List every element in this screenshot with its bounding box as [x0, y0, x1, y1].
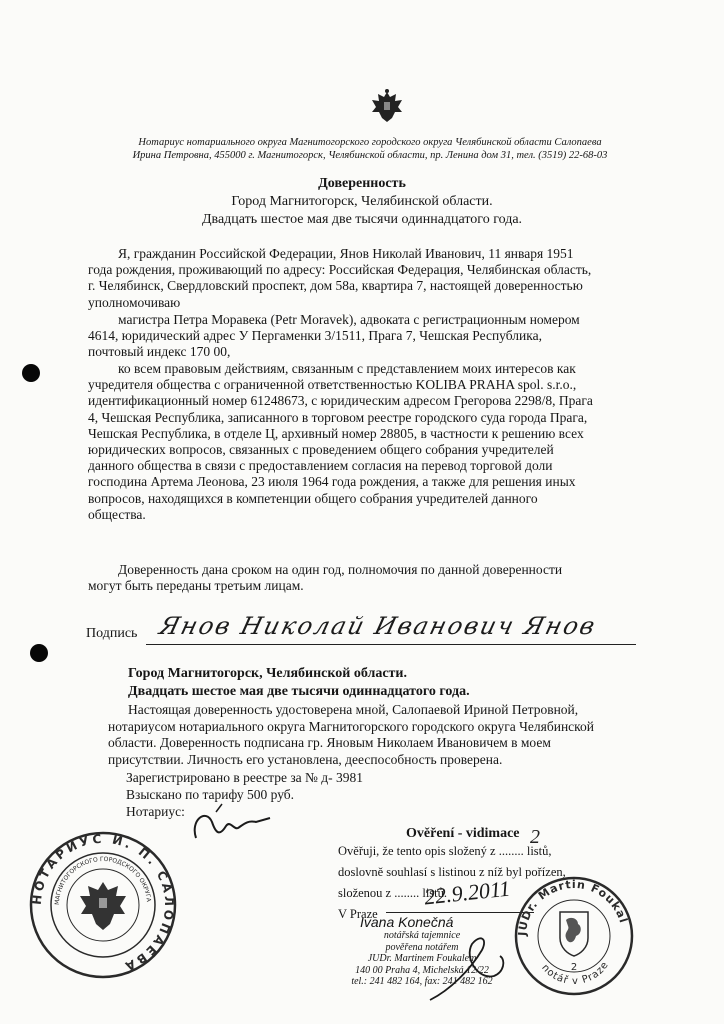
scope-line: идентификационный номер 61248673, с юридическим адресом Грегорова 2298/8, Прага: [88, 393, 593, 409]
scope-line: 4, Чешская Республика, записанного в торговом реестре городского суда города Прага,: [88, 409, 588, 425]
clerk-signature: [420, 930, 510, 1010]
stamp-cz-top-text: JUDr. Martin Foukal: [515, 877, 631, 937]
coat-of-arms-icon: [370, 88, 404, 126]
notary-label: Нотариус:: [126, 804, 185, 819]
fee: Взыскано по тарифу 500 руб.: [126, 787, 295, 802]
scope-line: учредителя общества с ограниченной ответственностью KOLIBA PRAHA spol. s.r.o.,: [88, 377, 577, 393]
notary-header-line1: Нотариус нотариального округа Магнитогорского городского округа Челябинской области Салопаева: [138, 137, 602, 148]
cert-date: Двадцать шестое мая две тысячи одиннадцатого года.: [128, 684, 470, 699]
intro-line: года рождения, проживающий по адресу: Российская Федерация, Челябинская область,: [88, 262, 592, 278]
punch-hole-top: [22, 364, 40, 382]
agent-paragraph: [88, 312, 644, 361]
czech-lion-icon: [560, 912, 588, 956]
signature-handwriting: Янов Николай Иванович Янов: [156, 612, 600, 640]
cert-line: нотариусом нотариального округа Магнитогорского городского округа Челябинской: [108, 718, 595, 734]
cert-city: Город Магнитогорск, Челябинской области.: [128, 666, 407, 681]
intro-paragraph: [88, 246, 644, 311]
verification-line: Ověřuji, že tento opis složený z ........ listů,: [338, 844, 552, 858]
eagle-icon: [80, 882, 126, 930]
term-line: могут быть переданы третьим лицам.: [88, 578, 304, 594]
notary-signature: [186, 800, 276, 850]
stamp-ru-inner-text: МАГНИТОГОРСКОГО ГОРОДСКОГО ОКРУГА: [53, 855, 152, 906]
stamp-cz-number: 2: [570, 962, 578, 973]
scope-line: господина Артема Леонова, 23 июля 1964 года рождения, а также для решения иных: [88, 474, 576, 490]
agent-line: 4614, юридический адрес У Пергаменки 3/1511, Прага 7, Чешская Республика,: [88, 328, 542, 344]
scope-line: Чешская Республика, в отделе Ц, архивный номер 28805, в частности к решению всех: [88, 425, 584, 441]
notary-header: [90, 136, 650, 162]
scope-line: общества.: [88, 506, 146, 522]
cert-paragraph: [108, 702, 640, 768]
signature-line: [146, 644, 636, 645]
stamp-ru-ring-text: НОТАРИУС И. П. САЛОПАЕВА: [29, 831, 177, 975]
cert-line: присутствии. Личность его установлена, дееспособность проверена.: [108, 751, 503, 767]
document-city: Город Магнитогорск, Челябинской области.: [231, 194, 493, 209]
handwritten-date: 22.9.2011: [422, 875, 512, 910]
scope-line: ко всем правовым действиям, связанным с представлением моих интересов как: [118, 361, 576, 376]
clerk-detail-line: pověřena notářem: [385, 941, 459, 953]
intro-line: уполномочиваю: [88, 294, 181, 310]
scope-paragraph: [88, 361, 644, 523]
scope-line: вопросов, находящихся в компетенции общего собрания учредителей данного: [88, 490, 538, 506]
intro-line: Я, гражданин Российской Федерации, Янов Николай Иванович, 11 января 1951: [118, 246, 574, 261]
term-line: Доверенность дана сроком на один год, полномочия по данной доверенности: [118, 562, 563, 577]
clerk-detail-line: notářská tajemnice: [383, 930, 461, 941]
term-paragraph: [88, 562, 644, 594]
verification-line: složenou z ........ listů.: [338, 886, 448, 900]
notary-stamp-ru: [28, 830, 178, 980]
punch-hole-bottom: [30, 644, 48, 662]
notary-header-line2: Ирина Петровна, 455000 г. Магнитогорск, Челябинской области, пр. Ленина дом 31, тел. (3519) 22-68-03: [132, 150, 608, 161]
agent-line: магистра Петра Моравека (Petr Moravek), адвоката с регистрационным номером: [118, 312, 580, 327]
document-date: Двадцать шестое мая две тысячи одиннадцатого года.: [201, 212, 523, 227]
verification-line: doslovně souhlasí s listinou z níž byl pořízen,: [338, 865, 566, 879]
clerk-detail-line: tel.: 241 482 164, fax: 241 482 162: [351, 976, 493, 987]
emblem: [370, 88, 404, 126]
cert-line: Настоящая доверенность удостоверена мной, Салопаевой Ириной Петровной,: [128, 702, 579, 717]
scope-line: юридических вопросов, связанных с проведением общего собрания учредителей: [88, 442, 554, 458]
cert-line: области. Доверенность подписана гр. Яновым Николаем Ивановичем в моем: [108, 735, 551, 750]
signature-label: Подпись: [86, 626, 138, 641]
notary-stamp-cz: [512, 874, 636, 998]
clerk-detail-line: 140 00 Praha 4, Michelská 12/22: [355, 964, 489, 976]
clerk-detail-line: JUDr. Martinem Foukalem: [367, 953, 477, 964]
scope-line: данного общества в связи с предоставлением согласия на перевод торговой доли: [88, 458, 553, 474]
intro-line: г. Челябинск, Свердловский проспект, дом 58а, квартира 7, настоящей доверенностью: [88, 278, 583, 294]
document-type: Доверенность: [318, 176, 406, 191]
stamp-cz-bottom-text: notář v Praze: [539, 959, 612, 988]
clerk-name: Ivana Konečná: [360, 914, 454, 930]
registry-number: Зарегистрировано в реестре за № д- 3981: [126, 770, 364, 785]
agent-line: почтовый индекс 170 00,: [88, 344, 231, 360]
verification-line: V Praze: [338, 907, 378, 921]
verification-title: Ověření - vidimace: [406, 826, 520, 841]
handwritten-sheet-count: 2: [530, 826, 540, 848]
